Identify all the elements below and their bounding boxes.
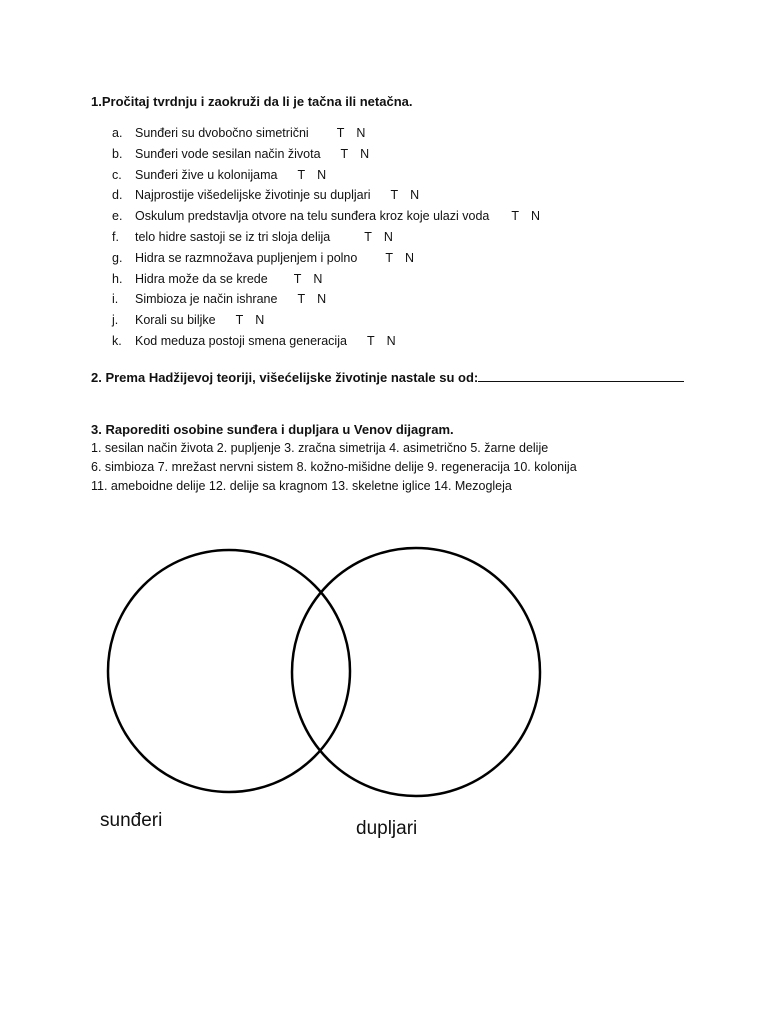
question-3-title: 3. Raporediti osobine sunđera i dupljara u Venov dijagram. — [91, 422, 454, 437]
statement-text: Sunđeri vode sesilan način života — [135, 146, 321, 161]
statement-text: Kod meduza postoji smena generacija — [135, 333, 347, 348]
answer-blank-line[interactable] — [478, 370, 684, 382]
statement-text: Korali su biljke — [135, 313, 216, 328]
venn-circle-dupljari[interactable] — [292, 548, 540, 796]
question-1-title: 1.Pročitaj tvrdnju i zaokruži da li je tačna ili netačna. — [91, 94, 413, 109]
statement-letter: f. — [112, 229, 119, 244]
false-option[interactable]: N — [255, 313, 265, 328]
statement-letter: i. — [112, 292, 119, 307]
statement-text: Sunđeri su dvobočno simetrični — [135, 126, 309, 140]
statement-text: Hidra se razmnožava pupljenjem i polno — [135, 250, 358, 265]
false-option[interactable]: N — [317, 292, 327, 307]
statement-letter: h. — [112, 271, 123, 286]
statement-text: Simbioza je način ishrane — [135, 292, 278, 307]
true-option[interactable]: T — [297, 167, 306, 182]
statement-letter: b. — [112, 146, 123, 161]
true-option[interactable]: T — [336, 126, 345, 140]
venn-label-sunderi: sunđeri — [100, 810, 163, 831]
statement-text: Sunđeri žive u kolonijama — [135, 167, 278, 182]
false-option[interactable]: N — [313, 271, 323, 286]
false-option[interactable]: N — [404, 250, 415, 265]
true-option[interactable]: T — [235, 313, 244, 328]
false-option[interactable]: N — [531, 209, 541, 224]
venn-circle-sunderi[interactable] — [108, 550, 350, 792]
true-option[interactable]: T — [385, 250, 393, 265]
true-option[interactable]: T — [297, 292, 306, 307]
statement-text: telo hidre sastoji se iz tri sloja delija — [135, 229, 331, 244]
statement-letter: d. — [112, 188, 123, 203]
true-option[interactable]: T — [511, 209, 519, 224]
question-2-text: 2. Prema Hadžijevoj teoriji, višećelijske životinje nastale su od: — [91, 370, 479, 385]
venn-diagram — [0, 540, 768, 800]
statement-letter: e. — [112, 209, 123, 224]
false-option[interactable]: N — [410, 188, 420, 203]
statement-text: Oskulum predstavlja otvore na telu sunđera kroz koje ulazi voda — [135, 209, 490, 224]
question-2 — [91, 370, 684, 385]
true-option[interactable]: T — [293, 271, 302, 286]
statement-letter: a. — [112, 126, 123, 140]
trait-list-line-1: 1. sesilan način života 2. pupljenje 3. zračna simetrija 4. asimetrično 5. žarne delije — [91, 441, 549, 455]
false-option[interactable]: N — [360, 146, 370, 161]
statement-letter: c. — [112, 167, 122, 182]
false-option[interactable]: N — [317, 167, 327, 182]
trait-list-line-2: 6. simbioza 7. mrežast nervni sistem 8. kožno-mišidne delije 9. regeneracija 10. kolonija — [91, 460, 577, 474]
statement-text: Hidra može da se krede — [135, 271, 268, 286]
true-option[interactable]: T — [364, 229, 372, 244]
false-option[interactable]: N — [386, 333, 396, 348]
statement-letter: j. — [112, 313, 119, 328]
true-option[interactable]: T — [340, 146, 349, 161]
false-option[interactable]: N — [356, 126, 366, 140]
venn-label-dupljari: dupljari — [356, 818, 418, 839]
trait-list-line-3: 11. ameboidne delije 12. delije sa kragnom 13. skeletne iglice 14. Mezogleja — [91, 479, 512, 493]
statement-text: Najprostije višedelijske životinje su dupljari — [135, 188, 371, 203]
false-option[interactable]: N — [383, 229, 393, 244]
statement-letter: g. — [112, 250, 123, 265]
true-option[interactable]: T — [366, 333, 375, 348]
statement-letter: k. — [112, 333, 122, 348]
true-option[interactable]: T — [390, 188, 399, 203]
